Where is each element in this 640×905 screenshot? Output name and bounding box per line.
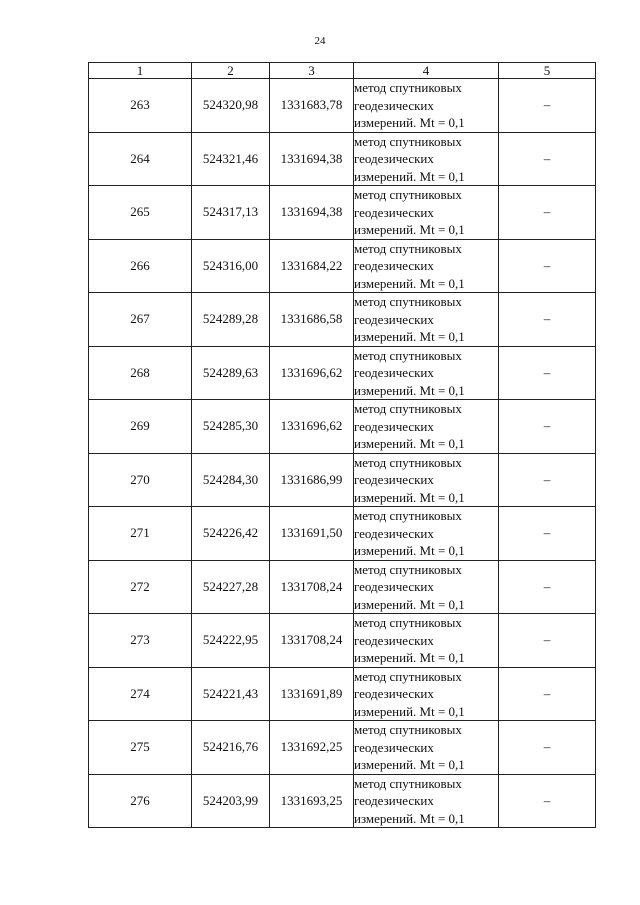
table-row (89, 186, 596, 240)
table-row (89, 132, 596, 186)
table-row (89, 400, 596, 454)
x-coordinate-cell: 524226,42 (192, 507, 270, 561)
table-row (89, 346, 596, 400)
y-coordinate-cell: 1331694,38 (270, 186, 354, 240)
x-coordinate-cell: 524203,99 (192, 774, 270, 828)
table-row (89, 614, 596, 668)
x-coordinate-cell: 524221,43 (192, 667, 270, 721)
method-line-1: метод спутниковых (354, 668, 462, 684)
method-line-3: измерений. Mt = 0,1 (354, 543, 465, 558)
column-5-cell: – (499, 721, 596, 775)
method-line-1: метод спутниковых (354, 401, 462, 416)
method-cell (354, 614, 499, 668)
column-5-cell: – (499, 667, 596, 721)
method-line-2: геодезических (354, 525, 434, 541)
x-coordinate-cell: 524289,63 (192, 346, 270, 400)
column-5-cell: – (499, 346, 596, 400)
method-line-1: метод спутниковых (354, 347, 462, 363)
column-5-cell: – (499, 293, 596, 347)
method-cell (354, 346, 499, 400)
point-number-cell: 268 (89, 346, 192, 400)
column-5-cell: – (499, 239, 596, 293)
method-line-1: метод спутниковых (354, 722, 462, 737)
method-cell (354, 239, 499, 293)
method-line-2: геодезических (354, 686, 434, 701)
method-line-3: измерений. Mt = 0,1 (354, 329, 465, 344)
column-5-cell: – (499, 132, 596, 186)
method-line-2: геодезических (354, 311, 434, 327)
column-5-cell: – (499, 560, 596, 614)
column-5-cell: – (499, 774, 596, 828)
method-line-1: метод спутниковых (354, 454, 462, 470)
method-cell (354, 453, 499, 507)
method-line-1: метод спутниковых (354, 187, 462, 202)
y-coordinate-cell: 1331683,78 (270, 79, 354, 133)
point-number-cell: 265 (89, 186, 192, 240)
y-coordinate-cell: 1331693,25 (270, 774, 354, 828)
point-number-cell: 275 (89, 721, 192, 775)
method-line-2: геодезических (354, 579, 434, 594)
method-line-2: геодезических (354, 632, 434, 648)
table-row (89, 293, 596, 347)
y-coordinate-cell: 1331708,24 (270, 560, 354, 614)
method-line-2: геодезических (354, 418, 434, 434)
point-number-cell: 263 (89, 79, 192, 133)
method-line-3: измерений. Mt = 0,1 (354, 596, 465, 612)
table-row (89, 721, 596, 775)
method-line-1: метод спутниковых (354, 615, 462, 630)
method-line-3: измерений. Mt = 0,1 (354, 810, 465, 826)
y-coordinate-cell: 1331696,62 (270, 346, 354, 400)
point-number-cell: 273 (89, 614, 192, 668)
table-header-row (89, 63, 596, 79)
x-coordinate-cell: 524285,30 (192, 400, 270, 454)
method-cell (354, 774, 499, 828)
table-row (89, 560, 596, 614)
method-cell (354, 293, 499, 347)
x-coordinate-cell: 524284,30 (192, 453, 270, 507)
method-cell (354, 721, 499, 775)
x-coordinate-cell: 524222,95 (192, 614, 270, 668)
column-5-cell: – (499, 400, 596, 454)
point-number-cell: 266 (89, 239, 192, 293)
x-coordinate-cell: 524216,76 (192, 721, 270, 775)
method-line-3: измерений. Mt = 0,1 (354, 115, 465, 130)
method-line-1: метод спутниковых (354, 775, 462, 791)
x-coordinate-cell: 524316,00 (192, 239, 270, 293)
method-line-3: измерений. Mt = 0,1 (354, 168, 465, 184)
table-row (89, 79, 596, 133)
column-header-4: 4 (354, 63, 499, 79)
method-line-2: геодезических (354, 204, 434, 220)
method-line-1: метод спутниковых (354, 80, 462, 95)
point-number-cell: 276 (89, 774, 192, 828)
point-number-cell: 270 (89, 453, 192, 507)
method-line-3: измерений. Mt = 0,1 (354, 757, 465, 772)
table-body (89, 79, 596, 828)
method-line-1: метод спутниковых (354, 240, 462, 256)
x-coordinate-cell: 524227,28 (192, 560, 270, 614)
method-cell (354, 79, 499, 133)
y-coordinate-cell: 1331691,50 (270, 507, 354, 561)
column-5-cell: – (499, 79, 596, 133)
column-header-5: 5 (499, 63, 596, 79)
x-coordinate-cell: 524321,46 (192, 132, 270, 186)
point-number-cell: 274 (89, 667, 192, 721)
method-line-2: геодезических (354, 258, 434, 273)
method-line-1: метод спутниковых (354, 508, 462, 523)
method-line-3: измерений. Mt = 0,1 (354, 275, 465, 291)
point-number-cell: 271 (89, 507, 192, 561)
y-coordinate-cell: 1331691,89 (270, 667, 354, 721)
column-5-cell: – (499, 614, 596, 668)
method-line-3: измерений. Mt = 0,1 (354, 222, 465, 237)
method-line-2: геодезических (354, 97, 434, 113)
page-number: 24 (314, 35, 326, 47)
method-line-1: метод спутниковых (354, 133, 462, 149)
method-cell (354, 667, 499, 721)
method-line-2: геодезических (354, 151, 434, 166)
y-coordinate-cell: 1331686,99 (270, 453, 354, 507)
y-coordinate-cell: 1331694,38 (270, 132, 354, 186)
method-cell (354, 186, 499, 240)
method-cell (354, 560, 499, 614)
point-number-cell: 272 (89, 560, 192, 614)
coordinates-table (88, 62, 596, 828)
point-number-cell: 269 (89, 400, 192, 454)
table-row (89, 239, 596, 293)
method-line-1: метод спутниковых (354, 561, 462, 577)
method-line-3: измерений. Mt = 0,1 (354, 436, 465, 451)
y-coordinate-cell: 1331708,24 (270, 614, 354, 668)
column-5-cell: – (499, 186, 596, 240)
column-header-3: 3 (270, 63, 354, 79)
y-coordinate-cell: 1331696,62 (270, 400, 354, 454)
method-cell (354, 507, 499, 561)
method-cell (354, 400, 499, 454)
point-number-cell: 264 (89, 132, 192, 186)
method-line-2: геодезических (354, 793, 434, 808)
column-header-2: 2 (192, 63, 270, 79)
x-coordinate-cell: 524317,13 (192, 186, 270, 240)
y-coordinate-cell: 1331692,25 (270, 721, 354, 775)
column-5-cell: – (499, 507, 596, 561)
method-line-2: геодезических (354, 472, 434, 487)
table-row (89, 774, 596, 828)
method-line-1: метод спутниковых (354, 294, 462, 309)
table-row (89, 453, 596, 507)
table-row (89, 667, 596, 721)
method-line-3: измерений. Mt = 0,1 (354, 382, 465, 398)
method-line-2: геодезических (354, 739, 434, 755)
point-number-cell: 267 (89, 293, 192, 347)
x-coordinate-cell: 524289,28 (192, 293, 270, 347)
table-row (89, 507, 596, 561)
column-header-1: 1 (89, 63, 192, 79)
method-cell (354, 132, 499, 186)
column-5-cell: – (499, 453, 596, 507)
y-coordinate-cell: 1331684,22 (270, 239, 354, 293)
y-coordinate-cell: 1331686,58 (270, 293, 354, 347)
method-line-3: измерений. Mt = 0,1 (354, 650, 465, 665)
method-line-3: измерений. Mt = 0,1 (354, 489, 465, 505)
x-coordinate-cell: 524320,98 (192, 79, 270, 133)
method-line-3: измерений. Mt = 0,1 (354, 703, 465, 719)
method-line-2: геодезических (354, 365, 434, 380)
